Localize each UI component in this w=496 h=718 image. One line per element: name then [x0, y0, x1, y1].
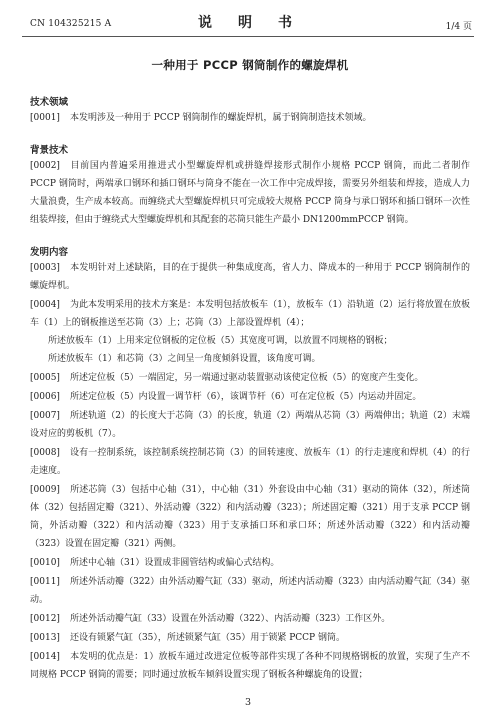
paragraph	[30, 444, 470, 480]
paragraph-text: 所述定位板（5）一端固定，另一端通过驱动装置驱动该使定位板（5）的宽度产生变化。	[69, 373, 424, 383]
paragraph-number: [0003]	[30, 263, 60, 273]
paragraph-number: [0013]	[30, 633, 60, 643]
page-indicator: 1/4 页	[445, 22, 472, 32]
paragraph	[30, 259, 470, 295]
document-title: 一种用于 PCCP 钢筒制作的螺旋焊机	[151, 58, 349, 72]
page-number: 3	[244, 697, 252, 708]
paragraph	[30, 554, 470, 572]
paragraph-text: 所述中心轴（31）设置成非圆管结构或偏心式结构。	[69, 558, 280, 568]
paragraph	[30, 573, 470, 609]
paragraph-text: 本发明的优点是：1）放板车通过改进定位板等部件实现了各种不同规格钢板的放置，实现了生产不同规格 PCCP 钢筒的需要；同时通过放板车倾斜设置实现了钢板各种螺旋角的设置；	[30, 652, 470, 680]
paragraph	[30, 157, 470, 229]
paragraph-text: 所述芯筒（3）包括中心轴（31），中心轴（31）外套设由中心轴（31）驱动的筒体（32），所述筒体（32）包括固定瓣（321）、外活动瓣（322）和内活动瓣（323）；所述固定瓣（321）用于支承 PCCP 钢筒，外活动瓣（322）和内活动瓣（323）用于支承插口环和承口环；所述外活动瓣（322）和内活动瓣（323）设置在固定瓣（321）两侧。	[30, 485, 470, 549]
section-heading: 发明内容	[30, 247, 69, 258]
paragraph-number: [0008]	[30, 448, 60, 458]
paragraph	[30, 481, 470, 553]
paragraph-number: [0002]	[30, 161, 60, 171]
paragraph-text: 所述轨道（2）的长度大于芯筒（3）的长度，轨道（2）两端从芯筒（3）两端伸出；轨道（2）末端设对应的剪板机（7）。	[30, 411, 470, 439]
paragraph-text: 所述外活动瓣（322）由外活动瓣气缸（33）驱动，所述内活动瓣（323）由内活动瓣气缸（34）驱动。	[30, 577, 470, 605]
paragraph-number: [0006]	[30, 392, 60, 402]
paragraph-text: 所述外活动瓣气缸（33）设置在外活动瓣（322）、内活动瓣（323）工作区外。	[69, 614, 391, 624]
paragraph-number: [0012]	[30, 614, 60, 624]
paragraph-number: [0010]	[30, 558, 60, 568]
paragraph	[30, 610, 470, 628]
paragraph	[30, 407, 470, 443]
paragraph	[30, 369, 470, 387]
paragraph-text: 还设有锁紧气缸（35），所述锁紧气缸（35）用于锁紧 PCCP 钢筒。	[69, 633, 345, 643]
paragraph-number: [0009]	[30, 485, 60, 495]
paragraph-text: 目前国内普遍采用推进式小型螺旋焊机或拼缝焊接形式制作小规格 PCCP 钢筒，而此二者制作 PCCP 钢筒时，两端承口钢环和插口钢环与筒身不能在一次工作中完成焊接，需要另外组装和焊接，造成人力大量浪费，生产成本较高。而缠绕式大型螺旋焊机只可完成较大规格 PCCP 筒身与承口钢环和插口钢环一次性组装焊接，但由于缠绕式大型螺旋焊机和其配套的芯筒只能生产最小 DN1200mmPCCP 钢筒。	[30, 161, 470, 225]
paragraph-text: 设有一控制系统，该控制系统控制芯筒（3）的回转速度、放板车（1）的行走速度和焊机（4）的行走速度。	[30, 448, 470, 476]
paragraph	[30, 296, 470, 332]
paragraph-number: [0004]	[30, 300, 60, 310]
paragraph-number: [0007]	[30, 411, 60, 421]
paragraph-continuation: 所述放板车（1）上用来定位钢板的定位板（5）其宽度可调，以放置不同规格的钢板；	[48, 336, 393, 346]
paragraph	[30, 629, 470, 647]
paragraph-text: 为此本发明采用的技术方案是：本发明包括放板车（1），放板车（1）沿轨道（2）运行将放置在放板车（1）上的钢板推送至芯筒（3）上；芯筒（3）上部设置焊机（4）；	[30, 300, 470, 328]
page-header	[22, 0, 474, 37]
paragraph-text: 本发明针对上述缺陷，目的在于提供一种集成度高，省人力、降成本的一种用于 PCCP 钢筒制作的螺旋焊机。	[30, 263, 470, 291]
paragraph	[30, 109, 470, 127]
paragraph-number: [0001]	[30, 113, 60, 123]
patent-number: CN 104325215 A	[30, 19, 112, 29]
paragraph-number: [0011]	[30, 577, 60, 587]
document-type: 说 明 书	[198, 15, 298, 31]
document-body	[30, 36, 470, 684]
paragraph-text: 所述定位板（5）内设置一调节杆（6），该调节杆（6）可在定位板（5）内运动并固定。	[69, 392, 422, 402]
paragraph	[30, 388, 470, 406]
paragraph-text: 本发明涉及一种用于 PCCP 钢筒制作的螺旋焊机，属于钢筒制造技术领域。	[69, 113, 372, 123]
section-heading: 技术领域	[30, 97, 69, 108]
paragraph-number: [0014]	[30, 652, 60, 662]
paragraph	[30, 648, 470, 684]
section-heading: 背景技术	[30, 145, 69, 156]
paragraph-continuation: 所述放板车（1）和芯筒（3）之间呈一角度倾斜设置，该角度可调。	[48, 354, 321, 364]
paragraph-number: [0005]	[30, 373, 60, 383]
